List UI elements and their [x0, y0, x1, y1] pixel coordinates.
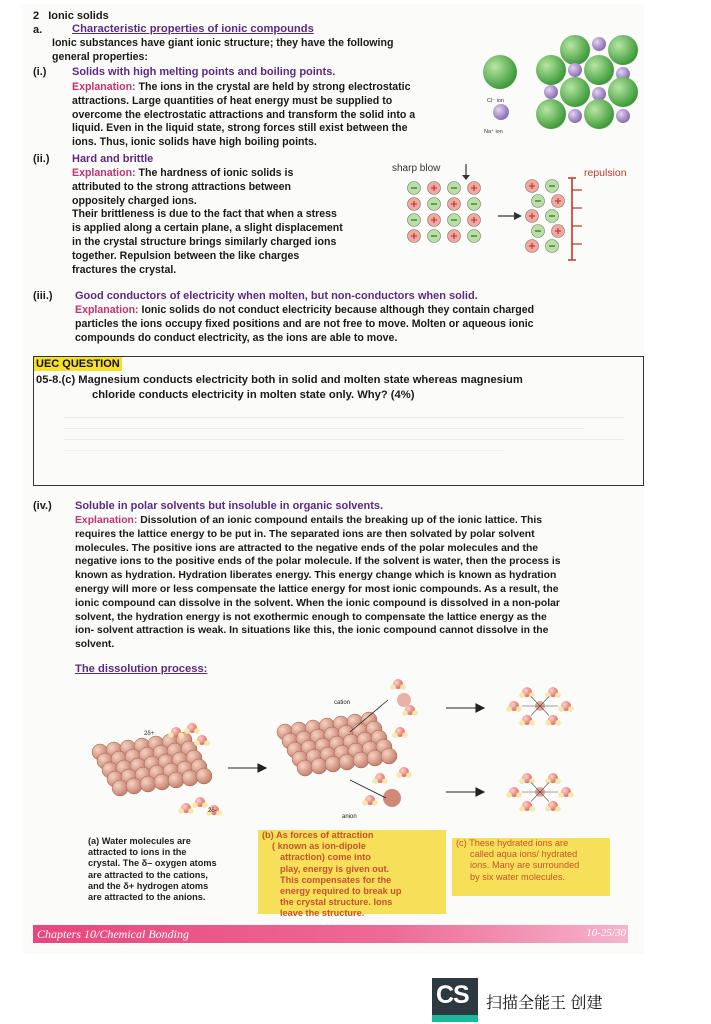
lattice-ion	[297, 760, 313, 776]
camscanner-logo: CS	[432, 978, 478, 1022]
lattice-ion	[339, 754, 355, 770]
water-hydrogen	[555, 806, 561, 812]
prop1-explanation: Explanation: The ions in the crystal are held by strong electrostatic attractions. Large quantities of heat energy must be supplied to overcome the electrostatic attractions and transform the solid into a liquid. Even in the liquid state, strong forces still exist between the ions. Thus, ionic solids have high boiling points.	[72, 81, 416, 149]
water-hydrogen	[558, 706, 564, 712]
water-hydrogen	[192, 802, 198, 808]
water-hydrogen	[545, 806, 551, 812]
lattice-ion	[325, 756, 341, 772]
water-hydrogen	[168, 732, 174, 738]
water-hydrogen	[516, 706, 522, 712]
prop2-number: (ii.)	[33, 153, 50, 165]
water-hydrogen	[555, 778, 561, 784]
prop3-label: Explanation:	[75, 304, 139, 316]
prop4-number: (iv.)	[33, 500, 52, 512]
water-hydrogen	[555, 720, 561, 726]
water-hydrogen	[402, 710, 408, 716]
nacl-lattice-figure	[475, 30, 645, 150]
uec-question-number: 05-8.(c)	[36, 374, 76, 386]
ion-rows-left	[408, 182, 481, 243]
prop1-label: Explanation:	[72, 81, 136, 93]
lattice-ion	[311, 758, 327, 774]
water-hydrogen	[194, 740, 200, 746]
water-hydrogen	[555, 692, 561, 698]
sharp-blow-label: sharp blow	[392, 163, 441, 174]
prop3-number: (iii.)	[33, 290, 53, 302]
water-hydrogen	[568, 792, 574, 798]
crystal-lattice-a	[92, 732, 212, 796]
delta-plus-label: 2δ+	[144, 731, 155, 737]
cl-ion-key	[483, 55, 517, 89]
water-hydrogen	[178, 732, 184, 738]
water-hydrogen	[390, 684, 396, 690]
lattice-ion	[182, 770, 198, 786]
water-hydrogen	[188, 808, 194, 814]
uec-header: UEC QUESTION	[36, 358, 120, 370]
na-ion-key	[493, 104, 509, 120]
water-hydrogen	[382, 778, 388, 784]
water-hydrogen	[178, 808, 184, 814]
prop2-explanation: Explanation: The hardness of ionic solids is attributed to the strong attractions between oppositely charged ions. Their brittleness is due to the fact that when a stress is applied along a certain plane, a slight displacement in the crystal structure brings similarly charged ions together. Repulsion between the like charges fractures the crystal.	[72, 167, 343, 276]
caption-c: (c) These hydrated ions are called aqua ions/ hydrated ions. Many are surrounded by six water molecules.	[452, 838, 610, 896]
water-hydrogen	[396, 772, 402, 778]
section-title: Ionic solids	[48, 10, 109, 22]
water-hydrogen	[545, 720, 551, 726]
lattice-ion	[367, 750, 383, 766]
sub-a-title: Characteristic properties of ionic compounds	[72, 23, 314, 35]
prop2-label: Explanation:	[72, 167, 136, 179]
caption-a: (a) Water molecules are attracted to ions in the crystal. The δ– oxygen atoms are attracted to the cations, and the δ+ hydrogen atoms are attracted to the anions.	[88, 836, 217, 903]
uec-question: 05-8.(c) Magnesium conducts electricity both in solid and molten state whereas magnesium chloride conducts electricity in molten state only. Why? (4%)	[36, 374, 523, 401]
water-hydrogen	[519, 778, 525, 784]
brittleness-figure	[388, 160, 638, 276]
water-hydrogen	[529, 806, 535, 812]
section-number: 2	[33, 10, 40, 22]
caption-b: (b) As forces of attraction ( known as ion-dipole attraction) come into play, energy is given out. This compensates for the energy required to break up the crystal structure. Ions leave the structure.	[258, 830, 446, 914]
water-hydrogen	[558, 792, 564, 798]
prop1-number: (i.)	[33, 66, 47, 78]
lattice-ion	[140, 776, 156, 792]
uec-question-box	[33, 356, 644, 486]
na-ion-label: Na⁺ ion	[484, 129, 503, 135]
water-hydrogen	[400, 684, 406, 690]
water-hydrogen	[412, 710, 418, 716]
ion-rows-right	[526, 180, 565, 253]
faded-back-page-text	[64, 409, 624, 469]
water-hydrogen	[529, 720, 535, 726]
water-hydrogen	[392, 732, 398, 738]
prop3-explanation: Explanation: Ionic solids do not conduct electricity because although they contain charged particles the ions occupy fixed positions and are not free to move. Molten or aqueous ionic compounds do conduct electricity, as the ions are able to move.	[75, 304, 535, 344]
water-hydrogen	[194, 728, 200, 734]
water-hydrogen	[204, 740, 210, 746]
prop3-title: Good conductors of electricity when molten, but non-conductors when solid.	[75, 290, 478, 302]
camscanner-text: 扫描全能王 创建	[486, 995, 603, 1012]
water-hydrogen	[184, 728, 190, 734]
water-hydrogen	[506, 706, 512, 712]
repulsion-label: repulsion	[584, 167, 627, 179]
crystal-lattice-b	[277, 712, 397, 776]
footer-page-number: 10-25/30	[586, 927, 626, 939]
lattice-ion	[154, 774, 170, 790]
lattice-ion	[196, 768, 212, 784]
cation-label: cation	[334, 700, 351, 706]
prop2-title: Hard and brittle	[72, 153, 154, 165]
lattice-ion	[381, 748, 397, 764]
dissolution-figure	[80, 660, 620, 830]
sub-a-letter: a.	[33, 24, 43, 36]
intro-line-1: Ionic substances have giant ionic structure; they have the following	[52, 37, 394, 49]
intro-line-2: general properties:	[52, 50, 148, 63]
hydrated-ions	[506, 687, 574, 812]
water-hydrogen	[519, 692, 525, 698]
water-hydrogen	[506, 792, 512, 798]
water-hydrogen	[372, 800, 378, 806]
dissolution-title: The dissolution process:	[75, 663, 208, 675]
sub-a-intro	[52, 37, 393, 65]
water-hydrogen	[402, 732, 408, 738]
water-hydrogen	[519, 720, 525, 726]
lattice-ion	[126, 778, 142, 794]
water-hydrogen	[406, 772, 412, 778]
lattice-ion	[353, 752, 369, 768]
lattice-balls	[536, 35, 638, 129]
footer-bar	[33, 925, 628, 943]
water-hydrogen	[372, 778, 378, 784]
prop4-explanation: Explanation: Dissolution of an ionic compound entails the breaking up of the ionic lattice. This requires the lattice energy to be put in. The separated ions are then solvated by polar solvent molecules. The positive ions are attracted to the negative ends of the polar molecules and the negative ions to the positive ends of the polar molecule. If the solvent is water, then the process is known as hydration. Hydration liberates energy. This energy change which is known as hydration energy will more or less compensate the lattice energy for most ionic compounds. As a result, the ionic compound can dissolve in the solvent. When the ionic compound is dissolved in a non-polar solvent, the hydration energy is not exothermic enough to compensate the lattice energy as the ion- solvent attraction is weak. In situations like this, the ionic compound cannot dissolve in the solvent.	[75, 515, 561, 651]
water-hydrogen	[568, 706, 574, 712]
prop4-title: Soluble in polar solvents but insoluble in organic solvents.	[75, 500, 384, 512]
delta-minus-label: 2δ-	[208, 808, 217, 814]
lattice-ion	[168, 772, 184, 788]
free-cation	[397, 693, 411, 707]
section-heading	[33, 10, 109, 22]
footer-chapter: Chapters 10/Chemical Bonding	[37, 927, 189, 941]
water-hydrogen	[362, 800, 368, 806]
cl-ion-label: Cl⁻ ion	[487, 98, 504, 104]
prop4-label: Explanation:	[75, 515, 138, 526]
lattice-ion	[112, 780, 128, 796]
anion-label: anion	[342, 814, 357, 820]
water-hydrogen	[519, 806, 525, 812]
water-hydrogen	[216, 810, 222, 816]
prop1-title: Solids with high melting points and boiling points.	[72, 66, 336, 78]
water-hydrogen	[516, 792, 522, 798]
water-hydrogen	[202, 802, 208, 808]
